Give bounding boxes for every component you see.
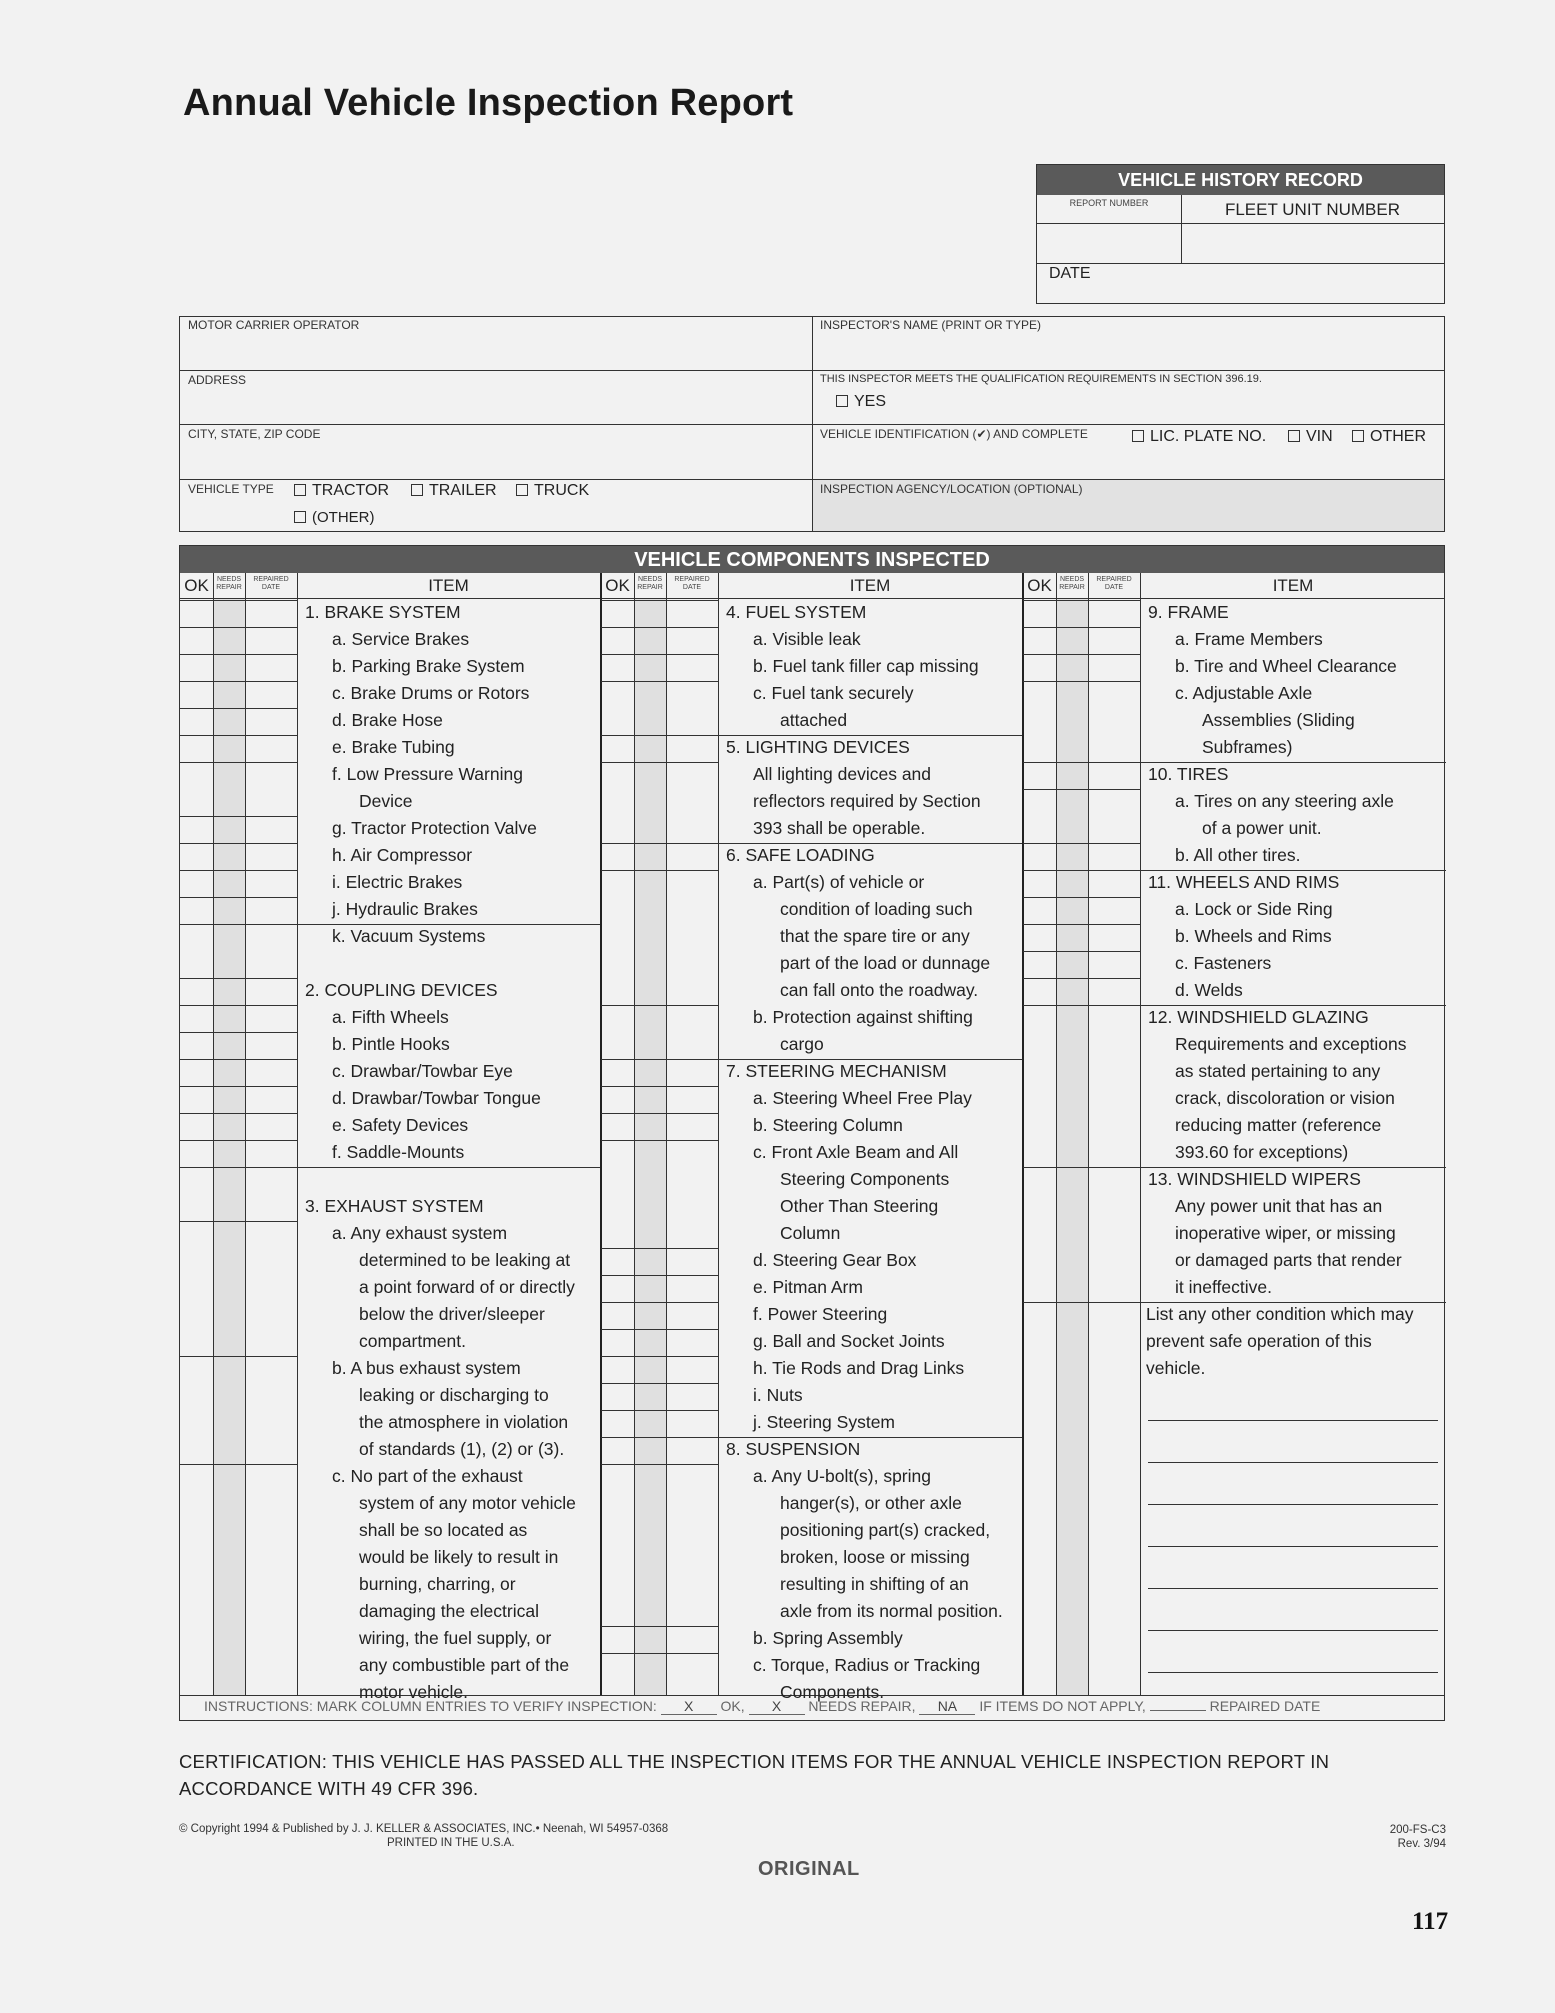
col3-item-16: Requirements and exceptions (1175, 1034, 1407, 1054)
yes-checkbox[interactable]: YES (836, 393, 886, 411)
instructions: INSTRUCTIONS: MARK COLUMN ENTRIES TO VERIFY INSPECTION: X OK, X NEEDS REPAIR, NA IF ITEMS DO NOT APPLY, REPAIRED DATE (204, 1698, 1321, 1714)
history-record-header: VEHICLE HISTORY RECORD (1037, 165, 1444, 195)
date-label: DATE (1049, 265, 1091, 282)
col1-item-20: f. Saddle-Mounts (332, 1142, 465, 1162)
col2-item-34: positioning part(s) cracked, (780, 1520, 991, 1540)
col3-item-3: c. Adjustable Axle (1175, 683, 1313, 703)
inspector-name-label: INSPECTOR'S NAME (PRINT OR TYPE) (820, 318, 1041, 332)
col3-item-10: 11. WHEELS AND RIMS (1148, 872, 1340, 892)
col3-item-0: 9. FRAME (1148, 602, 1229, 622)
certification: CERTIFICATION: THIS VEHICLE HAS PASSED ALL THE INSPECTION ITEMS FOR THE ANNUAL VEHICLE INSPECTION REPORT IN ACCORDANCE WITH 49 CFR 396. (179, 1751, 1330, 1799)
col1-item-18: d. Drawbar/Towbar Tongue (332, 1088, 541, 1108)
form-code: 200-FS-C3 (1389, 1824, 1446, 1836)
col3-item-4: Assemblies (Sliding (1202, 710, 1355, 730)
col2-item-4: attached (780, 710, 848, 730)
col2-item-40: Components. (780, 1682, 885, 1702)
page-number: 117 (1412, 1908, 1449, 1935)
col2-item-11: condition of loading such (780, 899, 973, 919)
motor-carrier-label: MOTOR CARRIER OPERATOR (188, 318, 360, 332)
col2-item-25: e. Pitman Arm (753, 1277, 863, 1297)
form-revision: Rev. 3/94 (1397, 1838, 1446, 1850)
col2-item-16: cargo (780, 1034, 824, 1054)
item-header-2: ITEM (849, 576, 891, 595)
col1-item-35: would be likely to result in (359, 1547, 559, 1567)
col2-item-15: b. Protection against shifting (753, 1007, 973, 1027)
col3-item-22: Any power unit that has an (1175, 1196, 1383, 1216)
col3-item-28: vehicle. (1146, 1358, 1206, 1378)
col1-item-17: c. Drawbar/Towbar Eye (332, 1061, 513, 1081)
col2-item-39: c. Torque, Radius or Tracking (753, 1655, 981, 1675)
col2-item-12: that the spare tire or any (780, 926, 970, 946)
col3-item-25: it ineffective. (1175, 1277, 1272, 1297)
col3-item-9: b. All other tires. (1175, 845, 1301, 865)
col1-item-30: the atmosphere in violation (359, 1412, 569, 1432)
col2-item-0: 4. FUEL SYSTEM (726, 602, 867, 622)
col2-item-14: can fall onto the roadway. (780, 980, 979, 1000)
col2-item-17: 7. STEERING MECHANISM (726, 1061, 947, 1081)
tractor-checkbox[interactable]: TRACTOR (294, 482, 389, 500)
col3-item-1: a. Frame Members (1175, 629, 1323, 649)
page-title: Annual Vehicle Inspection Report (183, 82, 794, 124)
fleet-unit-label: FLEET UNIT NUMBER (1224, 200, 1401, 219)
other-id-checkbox[interactable]: OTHER (1352, 428, 1426, 446)
col1-item-7: Device (359, 791, 413, 811)
report-number-label: REPORT NUMBER (1069, 198, 1149, 208)
col1-item-12: k. Vacuum Systems (332, 926, 486, 946)
col1-item-24: determined to be leaking at (359, 1250, 571, 1270)
col1-item-34: shall be so located as (359, 1520, 528, 1540)
col1-item-39: any combustible part of the (359, 1655, 570, 1675)
col1-item-0: 1. BRAKE SYSTEM (305, 602, 461, 622)
ok-header-3: OK (1027, 576, 1052, 595)
col3-item-26: List any other condition which may (1146, 1304, 1414, 1324)
col2-item-26: f. Power Steering (753, 1304, 888, 1324)
col2-item-22: Other Than Steering (780, 1196, 939, 1216)
vehicle-type-label: VEHICLE TYPE (188, 482, 274, 496)
col1-item-4: d. Brake Hose (332, 710, 443, 730)
col2-item-24: d. Steering Gear Box (753, 1250, 917, 1270)
col2-item-27: g. Ball and Socket Joints (753, 1331, 945, 1351)
col2-item-19: b. Steering Column (753, 1115, 903, 1135)
col1-item-31: of standards (1), (2) or (3). (359, 1439, 565, 1459)
ok-header-2: OK (605, 576, 630, 595)
col2-item-30: j. Steering System (753, 1412, 895, 1432)
city-label: CITY, STATE, ZIP CODE (188, 427, 321, 441)
col1-item-2: b. Parking Brake System (332, 656, 525, 676)
col3-item-21: 13. WINDSHIELD WIPERS (1148, 1169, 1361, 1189)
repaired-header-2: REPAIRED DATE (674, 576, 710, 591)
col1-item-40: motor vehicle. (359, 1682, 468, 1702)
form-number (1350, 1823, 1446, 1851)
col3-item-5: Subframes) (1202, 737, 1293, 757)
components-header: VEHICLE COMPONENTS INSPECTED (180, 546, 1444, 573)
col1-item-16: b. Pintle Hooks (332, 1034, 450, 1054)
col2-item-5: 5. LIGHTING DEVICES (726, 737, 910, 757)
repaired-header-1: REPAIRED DATE (253, 576, 289, 591)
col1-item-36: burning, charring, or (359, 1574, 516, 1594)
col1-item-22: 3. EXHAUST SYSTEM (305, 1196, 484, 1216)
col3-item-19: reducing matter (reference (1175, 1115, 1382, 1135)
needs-header-3: NEEDS REPAIR (1059, 576, 1085, 591)
col2-item-20: c. Front Axle Beam and All (753, 1142, 959, 1162)
col1-item-33: system of any motor vehicle (359, 1493, 576, 1513)
item-header-1: ITEM (428, 576, 469, 595)
col3-item-23: inoperative wiper, or missing (1175, 1223, 1396, 1243)
col3-item-8: of a power unit. (1202, 818, 1322, 838)
col3-item-20: 393.60 for exceptions) (1175, 1142, 1349, 1162)
col2-item-32: a. Any U-bolt(s), spring (753, 1466, 931, 1486)
col2-item-37: axle from its normal position. (780, 1601, 1003, 1621)
col2-item-23: Column (780, 1223, 841, 1243)
col1-item-14: 2. COUPLING DEVICES (305, 980, 498, 1000)
col2-item-28: h. Tie Rods and Drag Links (753, 1358, 965, 1378)
vehicle-id-label: VEHICLE IDENTIFICATION (✔) AND COMPLETE (820, 427, 1088, 441)
col2-item-10: a. Part(s) of vehicle or (753, 872, 925, 892)
col1-item-38: wiring, the fuel supply, or (359, 1628, 552, 1648)
needs-header-1: NEEDS REPAIR (216, 576, 242, 591)
col2-item-2: b. Fuel tank filler cap missing (753, 656, 979, 676)
address-label: ADDRESS (188, 373, 247, 387)
col3-item-7: a. Tires on any steering axle (1175, 791, 1394, 811)
copyright: © Copyright 1994 & Published by J. J. KELLER & ASSOCIATES, INC.• Neenah, WI 54957-0368 (179, 1823, 669, 1835)
col1-item-5: e. Brake Tubing (332, 737, 455, 757)
col1-item-27: compartment. (359, 1331, 466, 1351)
col1-item-28: b. A bus exhaust system (332, 1358, 521, 1378)
col2-item-1: a. Visible leak (753, 629, 861, 649)
qualification-label: THIS INSPECTOR MEETS THE QUALIFICATION REQUIREMENTS IN SECTION 396.19. (820, 373, 1262, 385)
ok-header-1: OK (184, 576, 209, 595)
operator-info (179, 316, 1445, 532)
col2-item-21: Steering Components (780, 1169, 950, 1189)
col2-item-35: broken, loose or missing (780, 1547, 970, 1567)
col2-item-9: 6. SAFE LOADING (726, 845, 875, 865)
plate-checkbox[interactable]: LIC. PLATE NO. (1132, 428, 1266, 446)
truck-checkbox[interactable]: TRUCK (516, 482, 589, 500)
col1-item-19: e. Safety Devices (332, 1115, 469, 1135)
col3-item-2: b. Tire and Wheel Clearance (1175, 656, 1397, 676)
col2-item-6: All lighting devices and (753, 764, 932, 784)
other-vehicle-checkbox[interactable]: (OTHER) (294, 509, 375, 526)
col1-item-37: damaging the electrical (359, 1601, 539, 1621)
col1-item-3: c. Brake Drums or Rotors (332, 683, 530, 703)
printed-in: PRINTED IN THE U.S.A. (387, 1837, 515, 1849)
col2-item-38: b. Spring Assembly (753, 1628, 903, 1648)
col2-item-13: part of the load or dunnage (780, 953, 991, 973)
col3-item-6: 10. TIRES (1148, 764, 1229, 784)
col3-item-24: or damaged parts that render (1175, 1250, 1402, 1270)
repaired-header-3: REPAIRED DATE (1096, 576, 1132, 591)
agency-label: INSPECTION AGENCY/LOCATION (OPTIONAL) (820, 482, 1083, 496)
col1-item-10: i. Electric Brakes (332, 872, 463, 892)
col2-item-18: a. Steering Wheel Free Play (753, 1088, 972, 1108)
col1-item-9: h. Air Compressor (332, 845, 473, 865)
col2-item-7: reflectors required by Section (753, 791, 981, 811)
trailer-checkbox[interactable]: TRAILER (411, 482, 497, 500)
col1-item-26: below the driver/sleeper (359, 1304, 545, 1324)
vehicle-history-record (1036, 164, 1445, 304)
col3-item-15: 12. WINDSHIELD GLAZING (1148, 1007, 1369, 1027)
col3-item-27: prevent safe operation of this (1146, 1331, 1372, 1351)
item-header-3: ITEM (1272, 576, 1314, 595)
col1-item-25: a point forward of or directly (359, 1277, 575, 1297)
col3-item-17: as stated pertaining to any (1175, 1061, 1381, 1081)
col2-item-8: 393 shall be operable. (753, 818, 926, 838)
col2-item-3: c. Fuel tank securely (753, 683, 914, 703)
needs-header-2: NEEDS REPAIR (637, 576, 663, 591)
col3-item-11: a. Lock or Side Ring (1175, 899, 1333, 919)
col2-item-36: resulting in shifting of an (780, 1574, 969, 1594)
original-label: ORIGINAL (758, 1858, 860, 1880)
col3-item-13: c. Fasteners (1175, 953, 1272, 973)
col1-item-11: j. Hydraulic Brakes (332, 899, 478, 919)
col1-item-32: c. No part of the exhaust (332, 1466, 523, 1486)
col1-item-6: f. Low Pressure Warning (332, 764, 523, 784)
components-table (179, 545, 1445, 1721)
col1-item-1: a. Service Brakes (332, 629, 470, 649)
col1-item-8: g. Tractor Protection Valve (332, 818, 537, 838)
col1-item-23: a. Any exhaust system (332, 1223, 508, 1243)
vin-checkbox[interactable]: VIN (1288, 428, 1333, 446)
col2-item-33: hanger(s), or other axle (780, 1493, 962, 1513)
col1-item-29: leaking or discharging to (359, 1385, 549, 1405)
col2-item-31: 8. SUSPENSION (726, 1439, 861, 1459)
col3-item-18: crack, discoloration or vision (1175, 1088, 1395, 1108)
col3-item-14: d. Welds (1175, 980, 1243, 1000)
col1-item-15: a. Fifth Wheels (332, 1007, 449, 1027)
col2-item-29: i. Nuts (753, 1385, 803, 1405)
col3-item-12: b. Wheels and Rims (1175, 926, 1332, 946)
